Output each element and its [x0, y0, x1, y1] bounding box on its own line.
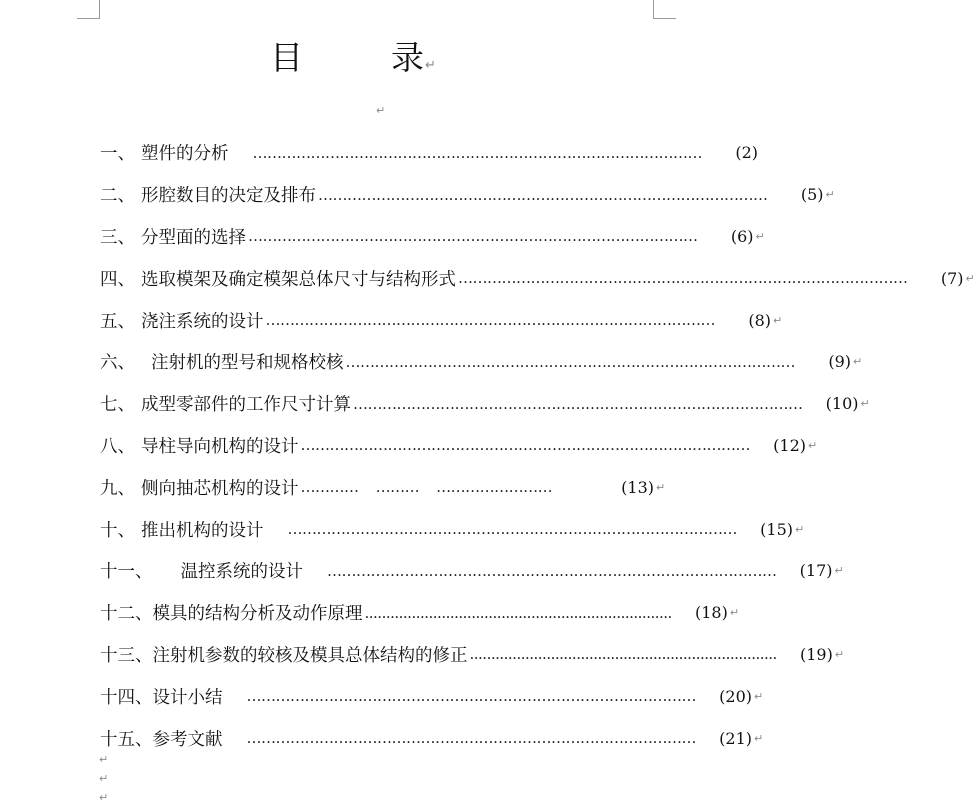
- toc-entry-label: 选取模架及确定模架总体尺寸与结构形式: [141, 269, 456, 290]
- toc-entry-number: 十四、: [100, 687, 153, 708]
- toc-entry-page: (13): [621, 477, 654, 497]
- toc-entry-label: 浇注系统的设计: [141, 311, 264, 332]
- paragraph-mark: ↵: [376, 104, 386, 117]
- paragraph-mark: ↵: [860, 397, 870, 411]
- paragraph-mark: ↵: [965, 271, 975, 285]
- dot-leader: ........................................................................: [469, 645, 777, 664]
- toc-entry-label: 模具的结构分析及动作原理: [152, 604, 363, 625]
- paragraph-mark: ↵: [825, 188, 835, 202]
- toc-entry-page: (10): [825, 394, 859, 414]
- toc-entry[interactable]: [100, 341, 863, 383]
- toc-entry-label: 推出机构的设计: [141, 520, 264, 541]
- toc-entry-page: (20): [719, 686, 752, 706]
- toc-entry-page: (15): [760, 519, 793, 539]
- toc-entry-label: 塑件的分析: [141, 144, 229, 165]
- toc-entry-page: (12): [773, 435, 806, 455]
- toc-entry[interactable]: [100, 717, 764, 759]
- toc-entry[interactable]: [100, 508, 805, 550]
- paragraph-mark: ↵: [834, 564, 844, 578]
- dot-leader: …………………………………………………………………………………: [248, 227, 698, 246]
- toc-entry-number: 六、: [100, 353, 135, 374]
- toc-entry-number: 十三、: [100, 645, 153, 666]
- toc-entry-label: 导柱导向机构的设计: [141, 436, 299, 457]
- title-char-2: 录: [391, 38, 425, 77]
- paragraph-mark: ↵: [853, 355, 863, 369]
- dot-leader: ........................................................................: [364, 603, 672, 622]
- toc-entry-number: 十、: [100, 520, 135, 541]
- toc-title: [0, 32, 706, 79]
- dot-leader: …………………………………………………………………………………: [287, 520, 737, 539]
- paragraph-mark: ↵: [99, 772, 109, 785]
- toc-entry-label: 分型面的选择: [141, 227, 246, 248]
- dot-leader: …………………………………………………………………………………: [345, 352, 795, 371]
- paragraph-mark: ↵: [99, 753, 109, 766]
- dot-leader: …………………………………………………………………………………: [246, 687, 696, 706]
- toc-entry-number: 一、: [100, 144, 135, 165]
- dot-leader: …………………………………………………………………………………: [246, 729, 696, 748]
- toc-entry-number: 十一、: [100, 562, 153, 583]
- paragraph-mark: ↵: [755, 229, 765, 243]
- toc-entry[interactable]: [100, 299, 783, 341]
- toc-entry-label: 参考文献: [152, 729, 223, 750]
- toc-entry-page: (19): [799, 644, 833, 664]
- toc-entry-label: 形腔数目的决定及排布: [141, 186, 316, 207]
- dot-leader: …………………………………………………………………………………: [265, 311, 715, 330]
- title-char-1: 目: [270, 38, 304, 77]
- toc-entry-page: (8): [748, 310, 771, 330]
- toc-entry[interactable]: [100, 425, 818, 467]
- toc-entry[interactable]: [100, 216, 765, 258]
- toc-entry-label: 温控系统的设计: [180, 562, 303, 583]
- toc-entry[interactable]: [100, 257, 975, 299]
- toc-entry-page: (18): [694, 603, 728, 623]
- toc-entry-page: (5): [800, 185, 824, 205]
- toc-entry[interactable]: [100, 132, 758, 174]
- paragraph-mark: ↵: [425, 58, 436, 73]
- dot-leader: …………………………………………………………………………………: [327, 561, 777, 580]
- paragraph-mark: ↵: [729, 606, 740, 620]
- toc-entry[interactable]: [100, 634, 845, 676]
- paragraph-mark: ↵: [656, 480, 666, 494]
- toc-entry-number: 四、: [100, 269, 135, 290]
- paragraph-mark: ↵: [808, 438, 818, 452]
- trailing-paragraph-marks: [99, 750, 108, 807]
- paragraph-mark: ↵: [834, 647, 845, 661]
- dot-leader: ………… ……… ……………………: [300, 478, 553, 497]
- toc-entry[interactable]: [100, 675, 764, 717]
- paragraph-mark: ↵: [99, 791, 109, 804]
- toc-entry-number: 十二、: [100, 604, 153, 625]
- dot-leader: …………………………………………………………………………………: [318, 185, 768, 204]
- toc-entry-number: 三、: [100, 227, 135, 248]
- toc-entry-number: 八、: [100, 436, 135, 457]
- toc-entry-page: (7): [940, 268, 964, 288]
- toc-list: [100, 132, 975, 759]
- toc-entry-number: 二、: [100, 186, 135, 207]
- toc-entry-page: (17): [799, 561, 833, 581]
- toc-entry[interactable]: [100, 383, 870, 425]
- toc-entry[interactable]: [100, 592, 740, 634]
- toc-entry[interactable]: [100, 550, 844, 592]
- toc-entry-label: 侧向抽芯机构的设计: [141, 478, 299, 499]
- crop-mark-top-left: [77, 0, 100, 19]
- paragraph-mark: ↵: [795, 522, 805, 536]
- toc-entry-label: 成型零部件的工作尺寸计算: [141, 395, 351, 416]
- toc-entry-number: 九、: [100, 478, 135, 499]
- paragraph-mark: ↵: [754, 731, 764, 745]
- paragraph-mark: ↵: [773, 313, 783, 327]
- toc-entry[interactable]: [100, 174, 835, 216]
- toc-entry[interactable]: [100, 466, 670, 508]
- toc-entry-page: (6): [730, 226, 754, 246]
- dot-leader: …………………………………………………………………………………: [353, 394, 803, 413]
- dot-leader: …………………………………………………………………………………: [252, 143, 702, 162]
- crop-mark-top-right: [653, 0, 676, 19]
- toc-entry-number: 七、: [100, 395, 135, 416]
- toc-entry-page: (21): [719, 728, 752, 748]
- paragraph-mark: ↵: [754, 689, 764, 703]
- toc-entry-label: 注射机的型号和规格校核: [151, 353, 344, 374]
- toc-entry-number: 十五、: [100, 729, 153, 750]
- toc-entry-label: 设计小结: [152, 687, 223, 708]
- dot-leader: …………………………………………………………………………………: [300, 436, 750, 455]
- toc-entry-label: 注射机参数的较核及模具总体结构的修正: [152, 645, 468, 666]
- toc-entry-page: (2): [735, 143, 758, 163]
- toc-entry-number: 五、: [100, 311, 135, 332]
- dot-leader: …………………………………………………………………………………: [458, 269, 908, 288]
- toc-entry-page: (9): [828, 352, 851, 372]
